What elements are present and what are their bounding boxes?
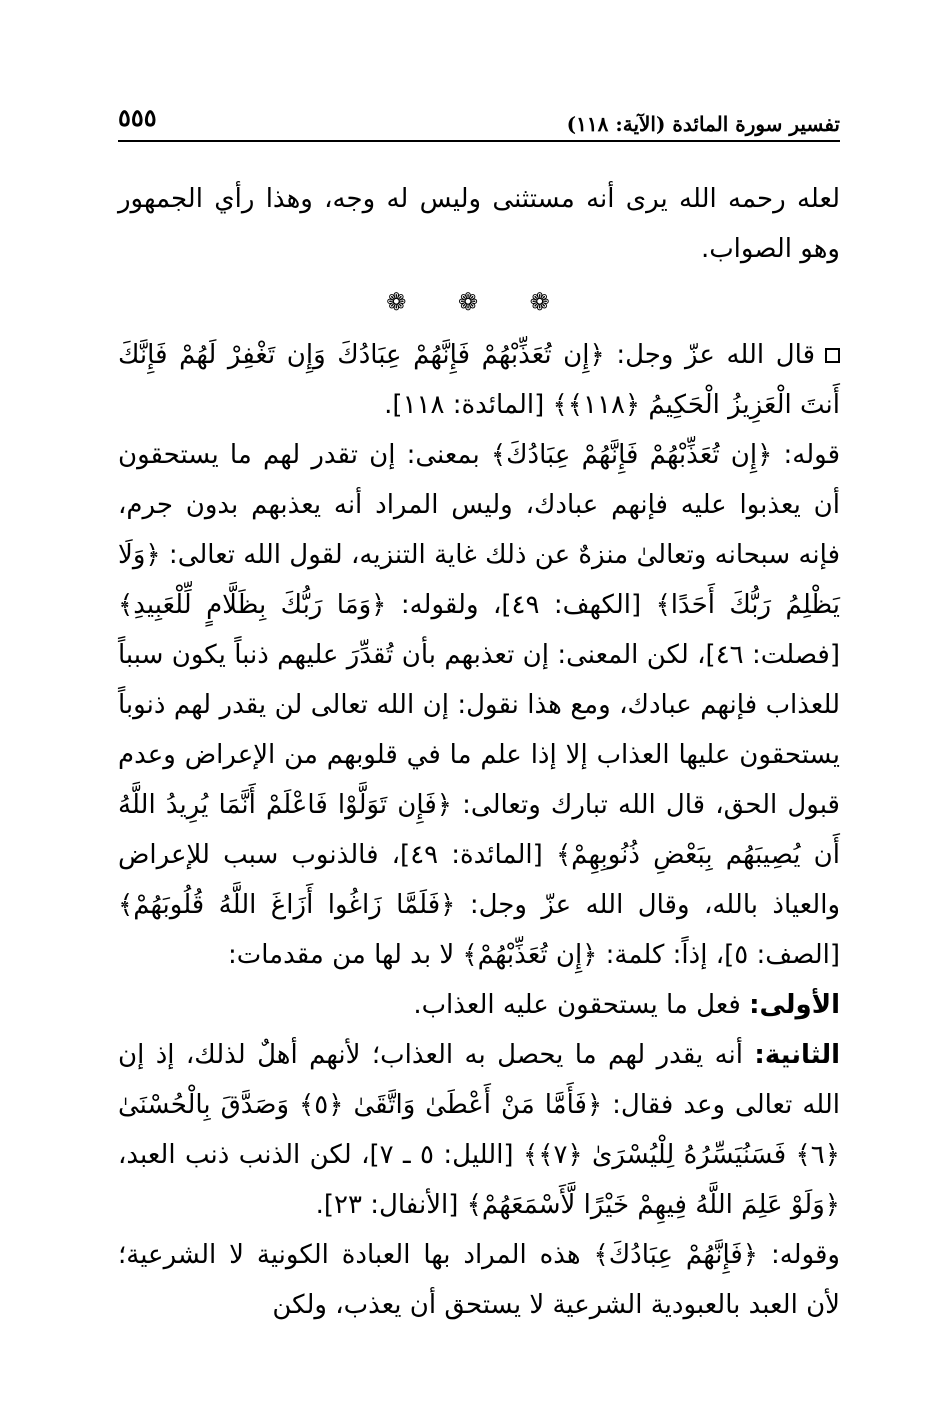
verse-text: قال الله عزّ وجل: ﴿إِن تُعَذِّبْهُمْ فَإِنَّهُمْ عِبَادُكَ وَإِن تَغْفِرْ لَهُمْ فَإِنَّكَ أَنتَ الْعَزِيزُ الْحَكِيمُ ﴿١١٨﴾﴾ [المائدة: ١١٨]. xyxy=(118,340,840,420)
page-body xyxy=(118,174,840,1330)
second-premise-text: أنه يقدر لهم ما يحصل به العذاب؛ لأنهم أهلٌ لذلك، إذ إن الله تعالى وعد فقال: ﴿فَأَمَّا مَنْ أَعْطَىٰ وَاتَّقَىٰ ﴿٥﴾ وَصَدَّقَ بِالْحُسْنَىٰ ﴿٦﴾ فَسَنُيَسِّرُهُ لِلْيُسْرَىٰ ﴿٧﴾﴾ [الليل: ٥ ـ ٧]، لكن الذنب ذنب العبد، ﴿وَلَوْ عَلِمَ اللَّهُ فِيهِمْ خَيْرًا لَّأَسْمَعَهُمْ﴾ [الأنفال: ٢٣]. xyxy=(118,1040,841,1220)
second-premise-label: الثانية: xyxy=(754,1040,841,1070)
first-premise xyxy=(118,980,840,1030)
book-page xyxy=(118,96,840,1330)
verse-paragraph xyxy=(118,330,840,430)
section-divider: ❁ ❁ ❁ xyxy=(386,288,572,316)
page-header xyxy=(118,96,840,142)
closing-paragraph: وقوله: ﴿فَإِنَّهُمْ عِبَادُكَ﴾ هذه المراد بها العبادة الكونية لا الشرعية؛ لأن العبد بالعبودية الشرعية لا يستحق أن يعذب، ولكن xyxy=(118,1240,840,1320)
square-bullet-icon xyxy=(825,348,840,363)
commentary-paragraph: قوله: ﴿إِن تُعَذِّبْهُمْ فَإِنَّهُمْ عِبَادُكَ﴾ بمعنى: إن تقدر لهم ما يستحقون أن يعذبوا عليه فإنهم عبادك، وليس المراد أنه يعذبهم بدون جرم، فإنه سبحانه وتعالىٰ منزهٌ عن ذلك غاية التنزيه، لقول الله تعالى: ﴿وَلَا يَظْلِمُ رَبُّكَ أَحَدًا﴾ [الكهف: ٤٩]، ولقوله: ﴿وَمَا رَبُّكَ بِظَلَّامٍ لِّلْعَبِيدِ﴾ [فصلت: ٤٦]، لكن المعنى: إن تعذبهم بأن تُقدِّرَ عليهم ذنباً يكون سبباً للعذاب فإنهم عبادك، ومع هذا نقول: إن الله تعالى لن يقدر لهم ذنوباً يستحقون عليها العذاب إلا إذا علم ما في قلوبهم من الإعراض وعدم قبول الحق، قال الله تبارك وتعالى: ﴿فَإِن تَوَلَّوْا فَاعْلَمْ أَنَّمَا يُرِيدُ اللَّهُ أَن يُصِيبَهُم بِبَعْضِ ذُنُوبِهِمْ﴾ [المائدة: ٤٩]، فالذنوب سبب للإعراض والعياذ بالله، وقال الله عزّ وجل: ﴿فَلَمَّا زَاغُوا أَزَاغَ اللَّهُ قُلُوبَهُمْ﴾ [الصف: ٥]، إذاً: كلمة: ﴿إِن تُعَذِّبْهُمْ﴾ لا بد لها من مقدمات: xyxy=(118,440,841,970)
first-premise-text: فعل ما يستحقون عليه العذاب. xyxy=(413,990,741,1020)
second-premise xyxy=(118,1030,840,1230)
running-title: تفسير سورة المائدة (الآية: ١١٨) xyxy=(566,112,840,136)
first-premise-label: الأولى: xyxy=(749,990,840,1020)
paragraph-intro: لعله رحمه الله يرى أنه مستثنى وليس له وجه، وهذا رأي الجمهور وهو الصواب. xyxy=(118,184,840,264)
page-number: ٥٥٥ xyxy=(118,103,157,132)
